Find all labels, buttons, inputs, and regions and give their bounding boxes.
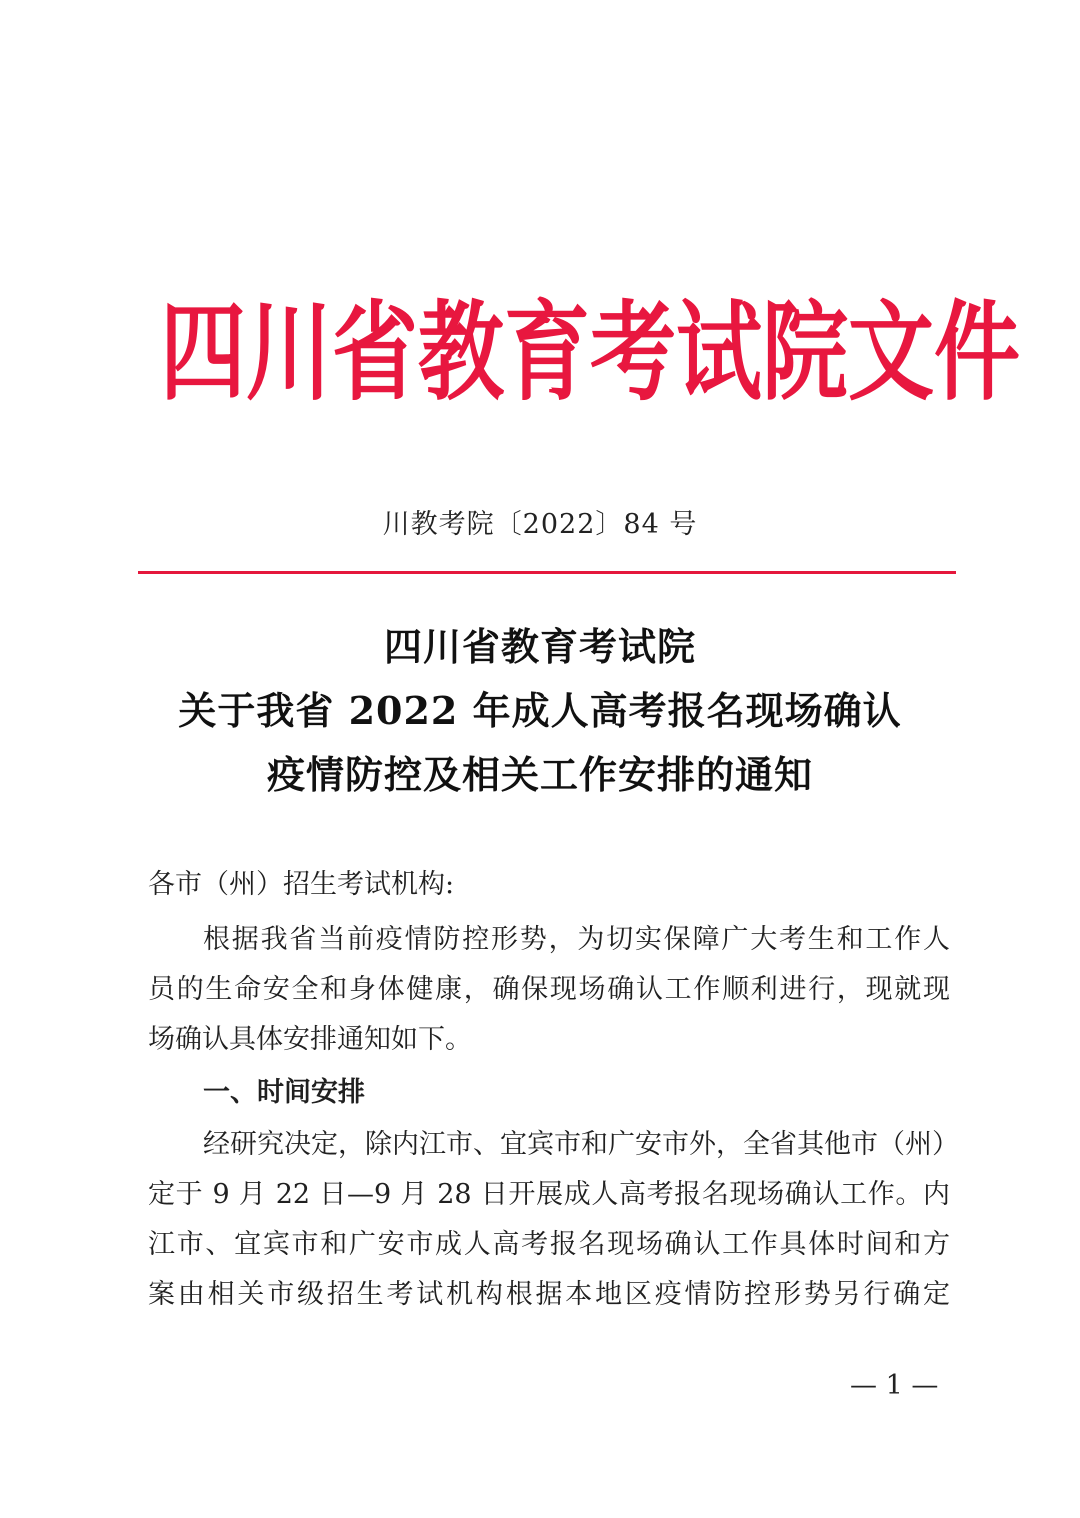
page-number: — 1 — xyxy=(850,1370,939,1401)
paragraph-line: 经研究决定，除内江市、宜宾市和广安市外，全省其他市（州） xyxy=(203,1129,959,1160)
header-char: 省 xyxy=(332,290,418,415)
notice-title-line-1: 四川省教育考试院 xyxy=(383,624,696,669)
paragraph-line: 根据我省当前疫情防控形势，为切实保障广大考生和工作人 xyxy=(203,924,950,955)
notice-title-line-3: 疫情防控及相关工作安排的通知 xyxy=(266,752,813,797)
salutation: 各市（州）招生考试机构: xyxy=(148,869,455,900)
header-char: 试 xyxy=(676,290,762,415)
paragraph-line: 定于 9 月 22 日—9 月 28 日开展成人高考报名现场确认工作。内 xyxy=(148,1179,950,1210)
section-heading: 一、时间安排 xyxy=(203,1077,365,1108)
notice-title-line-2: 关于我省 2022 年成人高考报名现场确认 xyxy=(178,688,902,733)
paragraph-line: 案由相关市级招生考试机构根据本地区疫情防控形势另行确定 xyxy=(148,1279,950,1310)
red-divider xyxy=(138,571,956,574)
header-char: 院 xyxy=(762,290,848,415)
header-char: 育 xyxy=(504,290,590,415)
header-char: 考 xyxy=(590,290,676,415)
red-header-title xyxy=(160,290,1020,415)
paragraph-line: 场确认具体安排通知如下。 xyxy=(148,1024,472,1055)
paragraph-line: 员的生命安全和身体健康，确保现场确认工作顺利进行，现就现 xyxy=(148,974,950,1005)
header-char: 川 xyxy=(246,290,332,415)
paragraph-line: 江市、宜宾市和广安市成人高考报名现场确认工作具体时间和方 xyxy=(148,1229,950,1260)
header-char: 教 xyxy=(418,290,504,415)
header-char: 文 xyxy=(848,290,934,415)
header-char: 件 xyxy=(934,290,1020,415)
header-char: 四 xyxy=(160,290,246,415)
document-number: 川教考院〔2022〕84 号 xyxy=(382,509,698,540)
